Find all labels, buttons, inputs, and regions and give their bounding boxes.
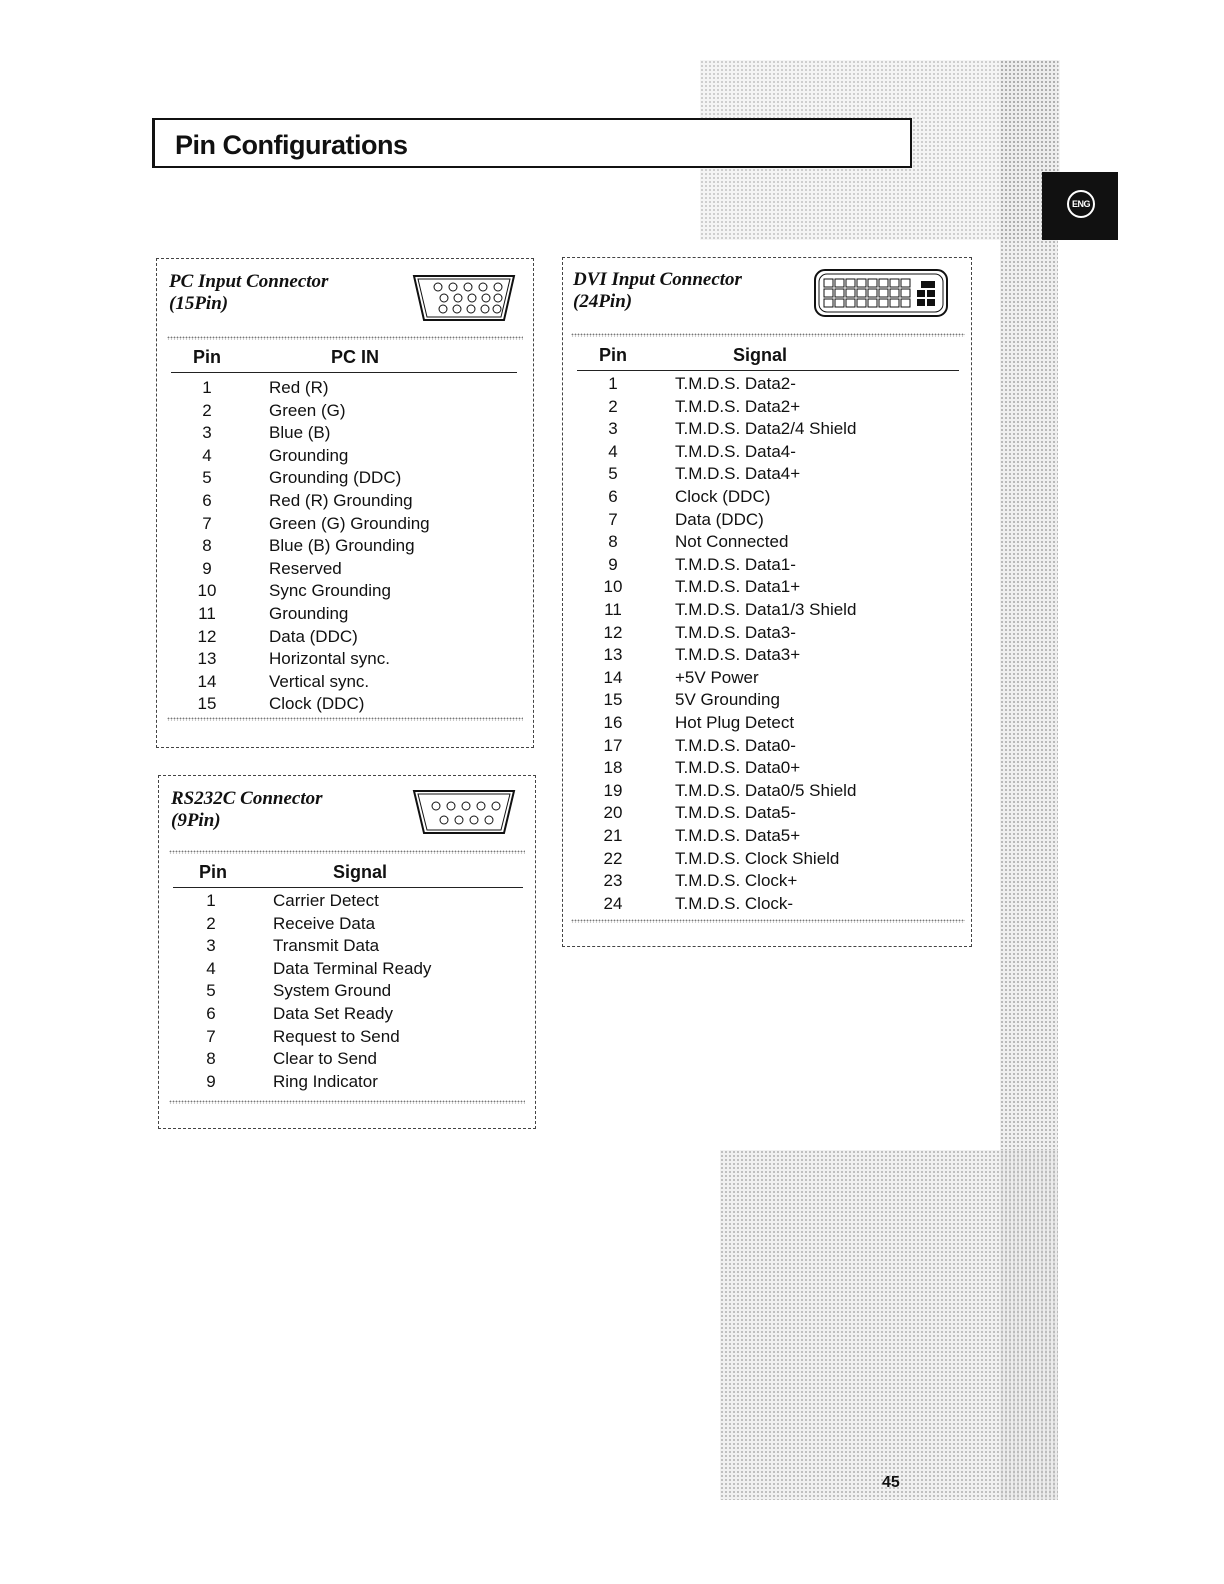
pc-input-header-rule (171, 372, 517, 373)
pin-signal: Hot Plug Detect (675, 713, 795, 732)
table-row (191, 1003, 531, 1025)
db9-connector-icon (411, 788, 517, 836)
pin-number: 21 (603, 826, 623, 845)
pin-number: 8 (206, 1049, 216, 1069)
pin-signal: T.M.D.S. Data5- (675, 803, 796, 823)
table-row (593, 667, 933, 689)
table-row (593, 689, 933, 711)
table-row (593, 644, 933, 666)
pin-number: 24 (603, 893, 623, 913)
pin-signal: Data (DDC) (675, 509, 764, 529)
pin-signal: Grounding (DDC) (269, 468, 402, 488)
table-row (593, 396, 933, 418)
pin-number: 12 (603, 622, 623, 642)
dvi-input-title-line1: DVI Input Connector (573, 269, 742, 290)
pin-signal: T.M.D.S. Data3+ (675, 645, 801, 665)
pc-input-col-signal: PC IN (331, 347, 380, 367)
table-row (187, 648, 527, 670)
table-row (593, 554, 933, 576)
rs232c-col-signal: Signal (333, 862, 388, 882)
rs232c-title (171, 788, 323, 832)
pin-number: 19 (603, 780, 623, 800)
page-number: 45 (882, 1474, 900, 1491)
pin-number: 2 (202, 400, 212, 420)
table-row (593, 848, 933, 870)
dvi-input-divider (571, 333, 965, 337)
pin-signal: Request to Send (273, 1026, 400, 1046)
pin-signal: Data (DDC) (269, 626, 358, 646)
pin-number: 13 (603, 645, 623, 665)
table-row (191, 1071, 531, 1093)
pin-signal: Grounding (269, 604, 349, 623)
table-row (187, 400, 527, 422)
pin-signal: T.M.D.S. Data4- (675, 441, 796, 461)
pin-number: 8 (608, 532, 618, 552)
pin-signal: T.M.D.S. Data5+ (675, 826, 801, 845)
table-row (593, 893, 933, 915)
pin-signal: T.M.D.S. Data1/3 Shield (675, 600, 857, 619)
table-row (593, 509, 933, 531)
pin-signal: +5V Power (675, 667, 759, 687)
pin-signal: T.M.D.S. Clock- (675, 893, 794, 913)
dvi-input-title (573, 269, 742, 313)
pin-number: 9 (202, 558, 212, 578)
table-row (593, 712, 933, 734)
table-row (593, 373, 933, 395)
pin-signal: Sync Grounding (269, 581, 391, 601)
table-row (593, 576, 933, 598)
pin-number: 10 (197, 581, 217, 601)
rs232c-title-line1: RS232C Connector (171, 788, 323, 809)
table-row (593, 441, 933, 463)
pin-signal: Grounding (269, 445, 349, 465)
halftone-block-bottom (720, 1150, 1058, 1500)
pin-signal: Red (R) (269, 378, 329, 397)
pc-input-panel (156, 258, 534, 748)
pin-signal: Carrier Detect (273, 891, 379, 910)
table-row (593, 802, 933, 824)
table-row (593, 870, 933, 892)
table-row (191, 1026, 531, 1048)
table-row (187, 445, 527, 467)
pin-signal: Clock (DDC) (675, 487, 771, 506)
dvi-input-title-line2: (24Pin) (573, 291, 633, 312)
table-row (593, 825, 933, 847)
table-row (187, 513, 527, 535)
table-row (593, 418, 933, 440)
pin-signal: System Ground (273, 981, 392, 1001)
table-row (191, 1048, 531, 1070)
pin-number: 1 (608, 374, 618, 393)
dvi-connector-icon (813, 268, 949, 318)
pin-number: 11 (604, 600, 622, 619)
table-row (593, 531, 933, 553)
pin-signal: Clear to Send (273, 1049, 377, 1069)
table-row (593, 757, 933, 779)
pin-number: 1 (206, 891, 216, 910)
table-row (187, 671, 527, 693)
pin-number: 5 (206, 981, 216, 1001)
table-row (593, 622, 933, 644)
pin-number: 3 (202, 423, 212, 443)
pin-number: 9 (206, 1071, 216, 1091)
pin-number: 3 (608, 419, 618, 439)
pin-signal: Red (R) Grounding (269, 491, 413, 510)
rs232c-col-pin: Pin (199, 862, 228, 882)
rs232c-title-line2: (9Pin) (171, 810, 221, 831)
pin-number: 6 (608, 487, 618, 506)
pin-number: 4 (608, 441, 618, 461)
pin-number: 14 (197, 671, 217, 691)
pin-signal: Not Connected (675, 532, 789, 552)
rs232c-divider (169, 850, 525, 854)
table-row (187, 377, 527, 399)
pin-number: 4 (202, 445, 212, 465)
pin-signal: Green (G) (269, 400, 346, 420)
pin-signal: T.M.D.S. Data4+ (675, 464, 801, 484)
table-row (191, 980, 531, 1002)
dvi-input-col-pin: Pin (599, 345, 628, 365)
pc-input-title-line1: PC Input Connector (169, 271, 329, 292)
dvi-input-panel (562, 257, 972, 947)
pin-signal: Blue (B) (269, 423, 331, 443)
pin-signal: Data Terminal Ready (273, 958, 432, 978)
pin-signal: T.M.D.S. Data0/5 Shield (675, 780, 857, 800)
pin-signal: T.M.D.S. Data1- (675, 554, 796, 574)
pin-number: 12 (197, 626, 217, 646)
pin-signal: 5V Grounding (675, 690, 780, 710)
pin-signal: Transmit Data (273, 936, 380, 956)
pin-signal: T.M.D.S. Data3- (675, 622, 796, 642)
pin-signal: Receive Data (273, 913, 376, 933)
pin-number: 14 (603, 667, 623, 687)
pin-number: 6 (206, 1004, 216, 1023)
pin-number: 3 (206, 936, 216, 956)
language-badge: ENG (1067, 190, 1095, 218)
pin-number: 2 (608, 396, 618, 416)
dvi-input-col-signal: Signal (733, 345, 788, 365)
pin-number: 7 (608, 509, 618, 529)
table-row (187, 580, 527, 602)
pin-number: 5 (608, 464, 618, 484)
pc-input-footer (167, 717, 523, 721)
pin-signal: Data Set Ready (273, 1004, 394, 1023)
language-tab (1042, 172, 1118, 240)
pin-signal: Reserved (269, 558, 342, 578)
pin-signal: T.M.D.S. Clock Shield (675, 848, 840, 868)
pc-input-title-line2: (15Pin) (169, 293, 229, 314)
pc-input-title (169, 271, 328, 315)
table-row (187, 422, 527, 444)
table-row (593, 463, 933, 485)
table-row (187, 693, 527, 715)
pin-number: 6 (202, 491, 212, 510)
page-title: Pin Configurations (175, 130, 408, 160)
table-row (191, 913, 531, 935)
table-row (191, 890, 531, 912)
pin-number: 17 (603, 735, 623, 755)
table-row (187, 603, 527, 625)
pin-signal: Ring Indicator (273, 1071, 378, 1091)
table-row (593, 735, 933, 757)
pin-number: 20 (603, 803, 623, 823)
pin-signal: Horizontal sync. (269, 649, 390, 669)
pin-number: 16 (603, 713, 623, 732)
pc-input-col-pin: Pin (193, 347, 222, 367)
pin-number: 1 (202, 378, 212, 397)
pin-number: 7 (202, 513, 212, 533)
pin-signal: T.M.D.S. Data0+ (675, 758, 801, 778)
pin-signal: Blue (B) Grounding (269, 536, 415, 556)
pin-signal: T.M.D.S. Data1+ (675, 577, 801, 597)
pin-number: 15 (197, 694, 217, 714)
pin-signal: T.M.D.S. Data2- (675, 374, 796, 393)
table-row (187, 558, 527, 580)
table-row (593, 780, 933, 802)
dvi-input-header-rule (577, 370, 959, 371)
table-row (593, 486, 933, 508)
table-row (187, 535, 527, 557)
pin-number: 23 (603, 871, 623, 891)
pin-number: 22 (603, 848, 623, 868)
table-row (191, 935, 531, 957)
pin-number: 8 (202, 536, 212, 556)
pin-number: 13 (197, 649, 217, 669)
table-row (187, 626, 527, 648)
pin-signal: T.M.D.S. Data0- (675, 735, 796, 755)
pin-signal: T.M.D.S. Clock+ (675, 871, 798, 891)
rs232c-panel (158, 775, 536, 1129)
rs232c-footer (169, 1100, 525, 1104)
table-row (593, 599, 933, 621)
pin-signal: Vertical sync. (269, 671, 370, 691)
pin-number: 2 (206, 913, 216, 933)
pin-number: 10 (603, 577, 623, 597)
pin-signal: Clock (DDC) (269, 694, 365, 714)
pin-number: 18 (603, 758, 623, 778)
pin-number: 11 (198, 604, 216, 623)
table-row (187, 490, 527, 512)
pin-signal: T.M.D.S. Data2+ (675, 396, 801, 416)
page-title-box (152, 118, 912, 168)
pin-signal: T.M.D.S. Data2/4 Shield (675, 419, 857, 439)
table-row (191, 958, 531, 980)
vga-connector-icon (411, 273, 517, 323)
pin-number: 15 (603, 690, 623, 710)
pc-input-divider (167, 336, 523, 340)
pin-number: 7 (206, 1026, 216, 1046)
dvi-input-footer (571, 919, 965, 923)
pin-number: 4 (206, 958, 216, 978)
rs232c-header-rule (173, 887, 523, 888)
pin-number: 9 (608, 554, 618, 574)
pin-signal: Green (G) Grounding (269, 513, 430, 533)
pin-number: 5 (202, 468, 212, 488)
table-row (187, 467, 527, 489)
